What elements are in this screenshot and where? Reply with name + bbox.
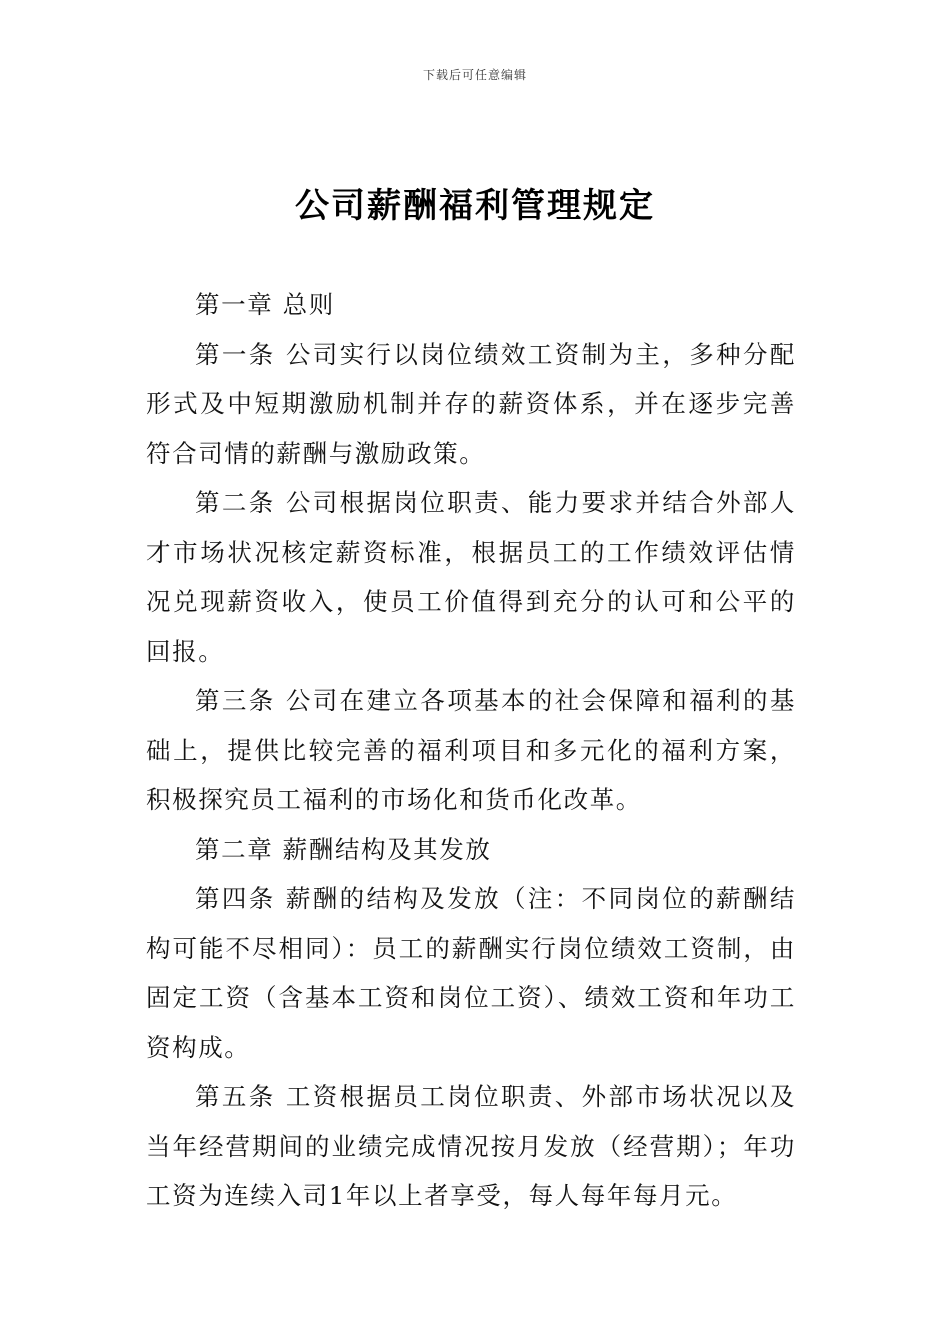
document-body [146,280,796,1221]
page-header-note: 下载后可任意编辑 [422,68,527,82]
chapter-heading: 第二章 薪酬结构及其发放 [195,834,492,864]
chapter-heading: 第一章 总则 [195,290,335,319]
article-paragraph: 第三条 公司在建立各项基本的社会保障和福利的基础上，提供比较完善的福利项目和多元化的福利方案，积极探究员工福利的市场化和货币化改革。 [146,686,796,814]
article-paragraph: 第五条 工资根据员工岗位职责、外部市场状况以及当年经营期间的业绩完成情况按月发放（经营期）；年功工资为连续入司1年以上者享受，每人每年每月元。 [146,1082,796,1210]
article-paragraph: 第一条 公司实行以岗位绩效工资制为主，多种分配形式及中短期激励机制并存的薪资体系，并在逐步完善符合司情的薪酬与激励政策。 [146,339,796,468]
document-title: 公司薪酬福利管理规定 [295,186,655,226]
article-paragraph: 第二条 公司根据岗位职责、能力要求并结合外部人才市场状况核定薪资标准，根据员工的工作绩效评估情况兑现薪资收入，使员工价值得到充分的认可和公平的回报。 [146,488,796,666]
article-paragraph: 第四条 薪酬的结构及发放（注：不同岗位的薪酬结构可能不尽相同）：员工的薪酬实行岗位绩效工资制，由固定工资（含基本工资和岗位工资）、绩效工资和年功工资构成。 [146,884,796,1062]
